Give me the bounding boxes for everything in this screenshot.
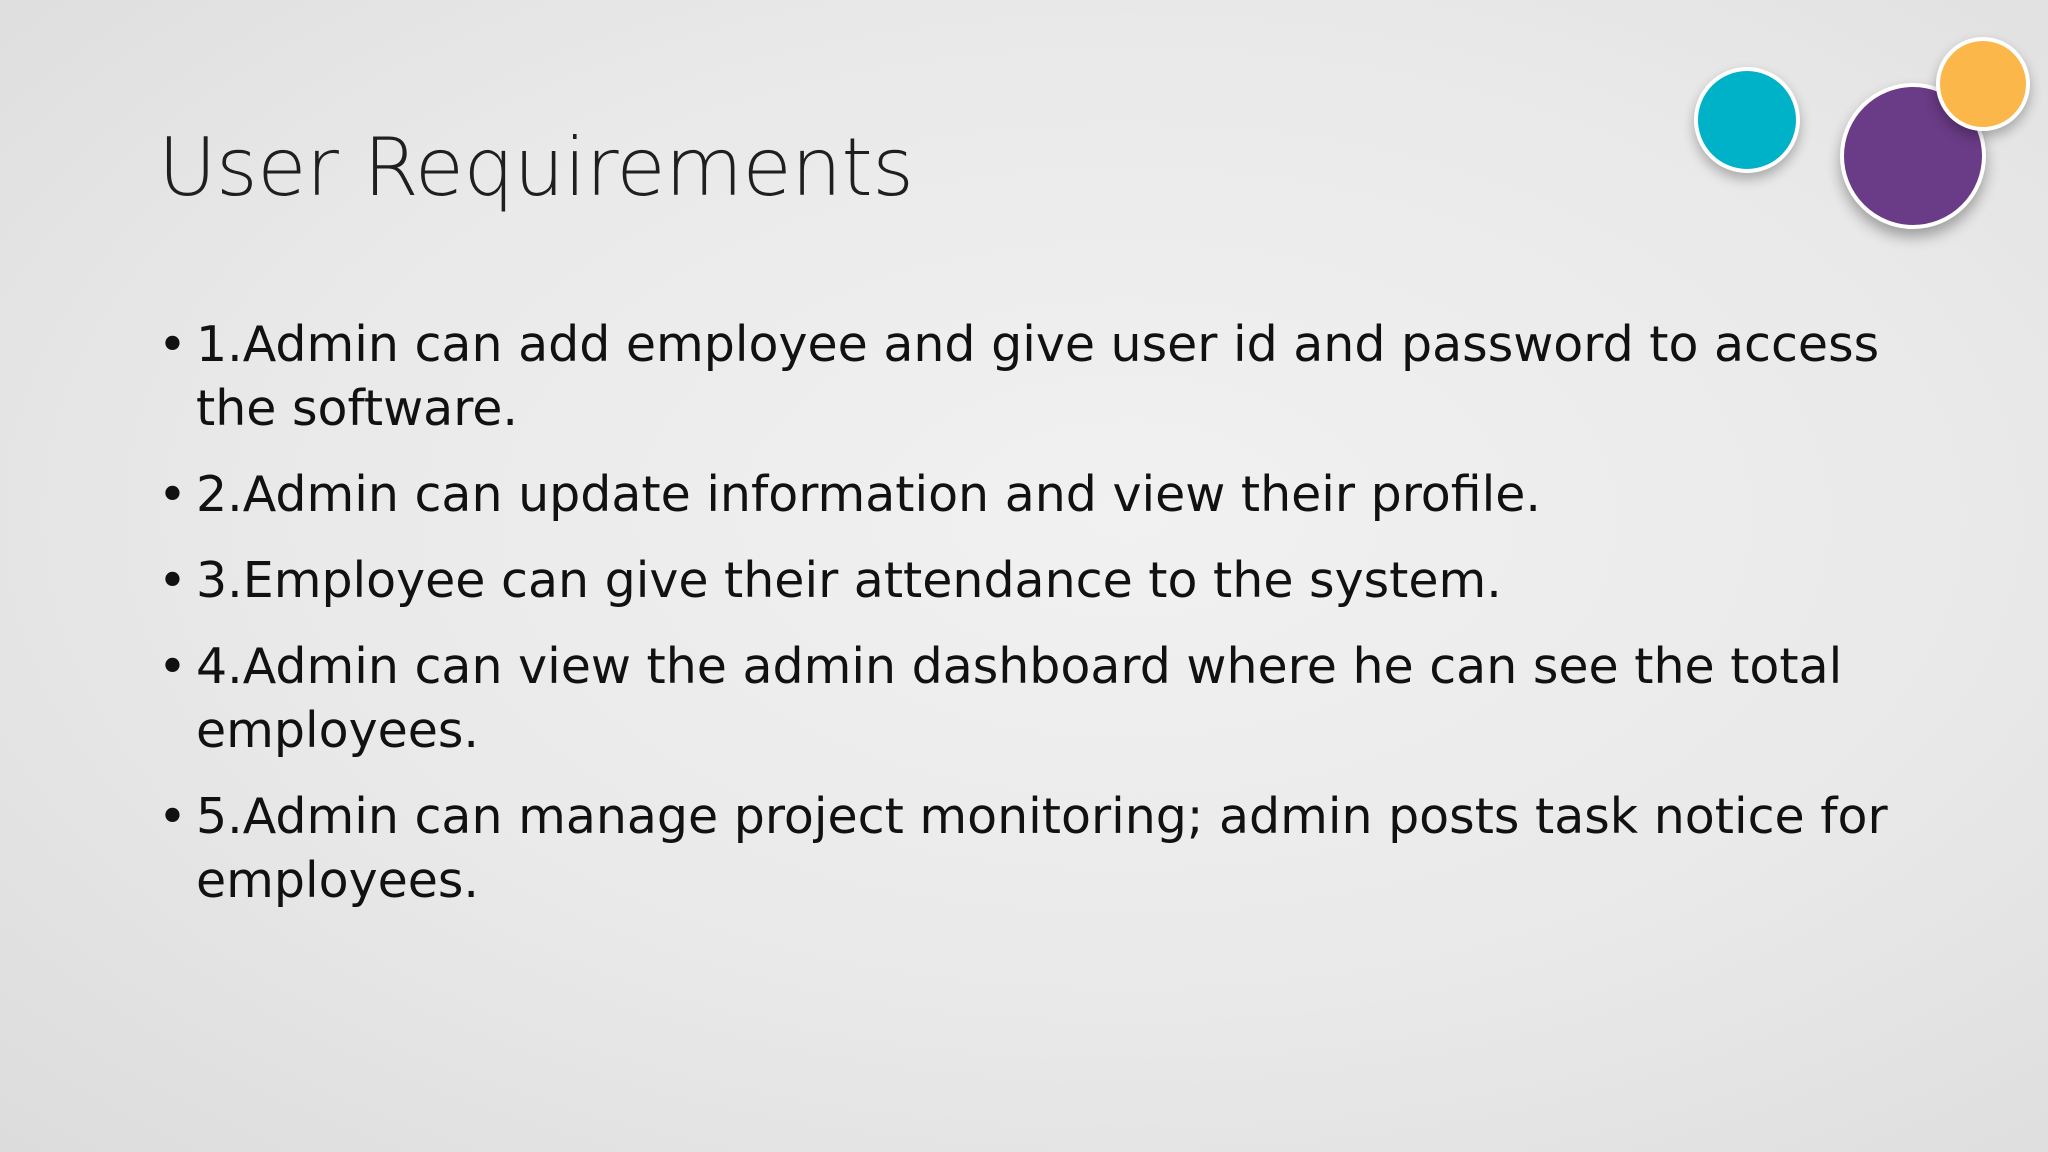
teal-circle-decoration	[1694, 67, 1800, 173]
bullet-icon: •	[158, 788, 187, 845]
list-item-text: 3.Employee can give their attendance to the system.	[196, 552, 1502, 609]
bullet-icon: •	[158, 638, 187, 695]
list-item	[158, 635, 1898, 763]
list-item-text: 1.Admin can add employee and give user id and password to access the software.	[196, 316, 1880, 437]
list-item-text: 5.Admin can manage project monitoring; admin posts task notice for employees.	[196, 788, 1888, 909]
requirements-list	[158, 313, 1898, 935]
bullet-icon: •	[158, 466, 187, 523]
list-item-text: 2.Admin can update information and view their profile.	[196, 466, 1541, 523]
list-item-text: 4.Admin can view the admin dashboard where he can see the total employees.	[196, 638, 1843, 759]
list-item	[158, 785, 1898, 913]
bullet-icon: •	[158, 552, 187, 609]
orange-circle-decoration	[1936, 37, 2030, 131]
slide-title: User Requirements	[158, 121, 914, 214]
list-item	[158, 313, 1898, 441]
list-item	[158, 549, 1898, 613]
bullet-icon: •	[158, 316, 187, 373]
list-item	[158, 463, 1898, 527]
